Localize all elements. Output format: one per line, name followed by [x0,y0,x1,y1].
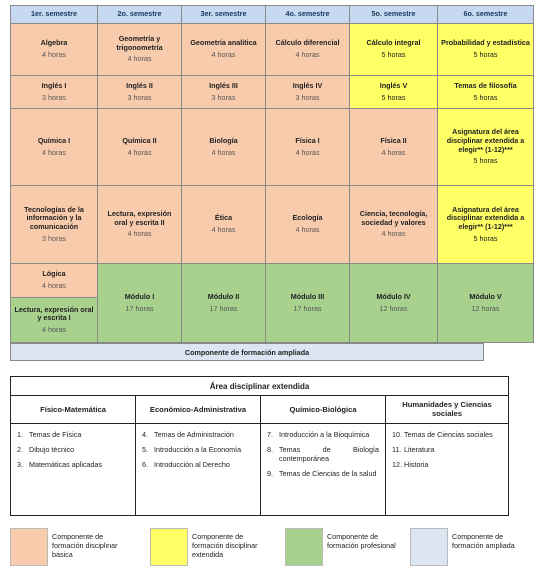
subject-title: Inglés I [41,80,67,90]
subject-cell [265,23,350,76]
subject-hours: 4 horas [295,147,320,157]
subject-title: Geometría analítica [190,38,257,48]
subject-hours: 4 horas [127,147,152,157]
module-cell [181,263,266,343]
semester-label: 4o. semestre [285,9,330,19]
subject-cell [10,23,98,76]
list-item [142,430,254,439]
semester-label: 3er. semestre [200,9,247,19]
legend-item [10,528,135,566]
area-column [386,395,508,515]
subject-hours: 3 horas [42,233,66,243]
semester-header [97,5,182,24]
subject-cell [349,108,438,186]
item-number: 6. [142,460,148,469]
subject-title: Temas de filosofía [454,80,517,90]
list-item [267,445,379,463]
legend-label: Componente de formación disciplinar básica [52,532,118,559]
list-item [392,445,502,454]
area-column [136,395,261,515]
ampliada-label: Componente de formación ampliada [184,347,310,357]
legend-label: Componente de formación profesional [327,532,396,550]
area-column [261,395,386,515]
item-number: 4. [142,430,148,439]
item-text: Temas de Ciencias sociales [404,430,493,439]
subject-cell [437,108,534,186]
item-number: 1. [17,430,23,439]
subject-hours: 5 horas [473,92,498,102]
item-text: Literatura [404,445,435,454]
legend-item [285,528,410,566]
subject-hours: 4 horas [295,50,320,59]
item-number: 8. [267,445,273,454]
semester-header [437,5,534,24]
item-text: Temas de Física [29,430,82,439]
list-item [142,460,254,469]
item-text: Temas de Biología contemporánea [279,445,379,463]
subject-title: Cálculo integral [366,38,421,48]
semester-header [10,5,98,24]
subject-cell [349,75,438,109]
semester-label: 2o. semestre [117,9,162,19]
area-column [11,395,136,515]
semester-header [349,5,438,24]
legend-item [150,528,275,566]
module-title: Módulo I [124,291,155,301]
module-hours: 17 horas [293,303,322,313]
subject-title: Química I [37,135,71,145]
subject-title: Lectura, expresión oral y escrita I [14,304,94,323]
area-column-header: Humanidades y Ciencias sociales [386,395,508,424]
subject-hours: 3 horas [127,92,152,102]
subject-title: Algebra [40,38,68,48]
subject-cell [349,23,438,76]
semester-label: 1er. semestre [31,9,77,19]
module-hours: 17 horas [125,303,154,313]
list-item [267,430,379,439]
subject-cell [10,185,98,264]
subject-title: Cálculo diferencial [275,38,340,48]
subject-title: Ecología [292,213,323,223]
legend-swatch [150,528,188,566]
subject-title: Inglés III [209,80,238,90]
subject-cell [181,185,266,264]
subject-hours: 4 horas [211,50,236,59]
legend-item [410,528,535,566]
item-number: 3. [17,460,23,469]
module-cell [349,263,438,343]
module-title: Módulo III [290,291,325,301]
subject-cell [10,108,98,186]
subject-title: Geometría y trigonometría [116,34,163,52]
subject-title: Asignatura del área disciplinar extendida a elegir** (1-12)*** [446,127,525,154]
list-item [392,460,502,469]
module-hours: 12 horas [471,303,500,313]
extended-area-title: Área disciplinar extendida [11,377,508,396]
subject-hours: 3 horas [211,92,236,102]
semester-label: 5o. semestre [371,9,416,19]
module-hours: 12 horas [379,303,408,313]
subject-hours: 5 horas [381,92,406,102]
item-text: Introducción al Derecho [154,460,230,469]
module-cell [97,263,182,343]
subject-title: Inglés IV [292,80,323,90]
legend-swatch [285,528,323,566]
item-number: 10. [392,430,402,439]
subject-title: Tecnologías de la información y la comunicación [24,204,84,231]
subject-cell [437,75,534,109]
curriculum-grid [10,5,534,357]
subject-cell [265,75,350,109]
item-number: 5. [142,445,148,454]
subject-hours: 4 horas [42,50,66,59]
legend-label: Componente de formación ampliada [452,532,515,550]
subject-hours: 3 horas [42,92,66,102]
subject-cell [10,263,98,298]
subject-cell [10,297,98,343]
subject-hours: 4 horas [381,229,406,239]
subject-cell [265,108,350,186]
subject-cell [10,75,98,109]
subject-cell [97,185,182,264]
item-number: 7. [267,430,273,439]
item-number: 9. [267,469,273,478]
subject-title: Química II [122,135,157,145]
area-column-header: Físico-Matemática [11,395,135,424]
subject-hours: 5 horas [473,156,498,166]
subject-title: Física II [380,135,407,145]
subject-hours: 4 horas [42,147,66,157]
subject-cell [349,185,438,264]
subject-hours: 4 horas [381,147,406,157]
item-number: 2. [17,445,23,454]
item-text: Dibujo técnico [29,445,75,454]
item-text: Introducción a la Economía [154,445,242,454]
subject-title: Ética [214,213,233,223]
list-item [142,445,254,454]
subject-hours: 4 horas [211,147,236,157]
subject-title: Inglés V [379,80,408,90]
list-item [17,460,129,469]
item-text: Introducción a la Bioquímica [279,430,370,439]
subject-hours: 5 horas [473,50,498,59]
legend-swatch [410,528,448,566]
list-item [392,430,502,439]
subject-title: Ciencia, tecnología, sociedad y valores [359,209,428,227]
module-title: Módulo V [469,291,502,301]
item-number: 12. [392,460,402,469]
area-column-header: Económico-Administrativa [136,395,260,424]
subject-hours: 4 horas [127,229,152,239]
subject-cell [437,185,534,264]
legend-label: Componente de formación disciplinar extendida [192,532,258,559]
extended-area-table [10,376,509,516]
subject-title: Asignatura del área disciplinar extendida a elegir** (1-12)*** [446,204,525,231]
subject-hours: 4 horas [42,281,66,290]
subject-cell [437,23,534,76]
subject-hours: 5 horas [381,50,406,59]
list-item [17,445,129,454]
area-column-header: Químico-Biológica [261,395,385,424]
subject-hours: 4 horas [211,225,236,234]
subject-title: Lectura, expresión oral y escrita II [107,209,172,227]
subject-title: Inglés II [126,80,153,90]
semester-header [181,5,266,24]
subject-cell [181,75,266,109]
subject-cell [265,185,350,264]
subject-hours: 4 horas [295,225,320,234]
list-item [267,469,379,478]
legend-swatch [10,528,48,566]
subject-title: Biología [209,135,238,145]
item-text: Matemáticas aplicadas [29,460,103,469]
item-text: Temas de Ciencias de la salud [279,469,377,478]
subject-title: Lógica [42,269,66,279]
item-text: Historia [404,460,429,469]
module-cell [265,263,350,343]
subject-title: Física I [295,135,320,145]
semester-header [265,5,350,24]
item-number: 11. [392,445,402,454]
subject-cell [181,23,266,76]
subject-cell [97,108,182,186]
subject-hours: 4 horas [42,324,66,334]
module-title: Módulo IV [376,291,411,301]
subject-hours: 3 horas [295,92,320,102]
subject-cell [181,108,266,186]
module-hours: 17 horas [209,303,238,313]
module-cell [437,263,534,343]
semester-label: 6o. semestre [463,9,508,19]
item-text: Temas de Administración [154,430,234,439]
subject-cell [97,23,182,76]
subject-cell [97,75,182,109]
module-title: Módulo II [207,291,240,301]
subject-title: Probabilidad y estadística [441,38,530,48]
ampliada-bar [10,343,484,361]
list-item [17,430,129,439]
subject-hours: 4 horas [127,54,152,64]
subject-hours: 5 horas [473,233,498,243]
